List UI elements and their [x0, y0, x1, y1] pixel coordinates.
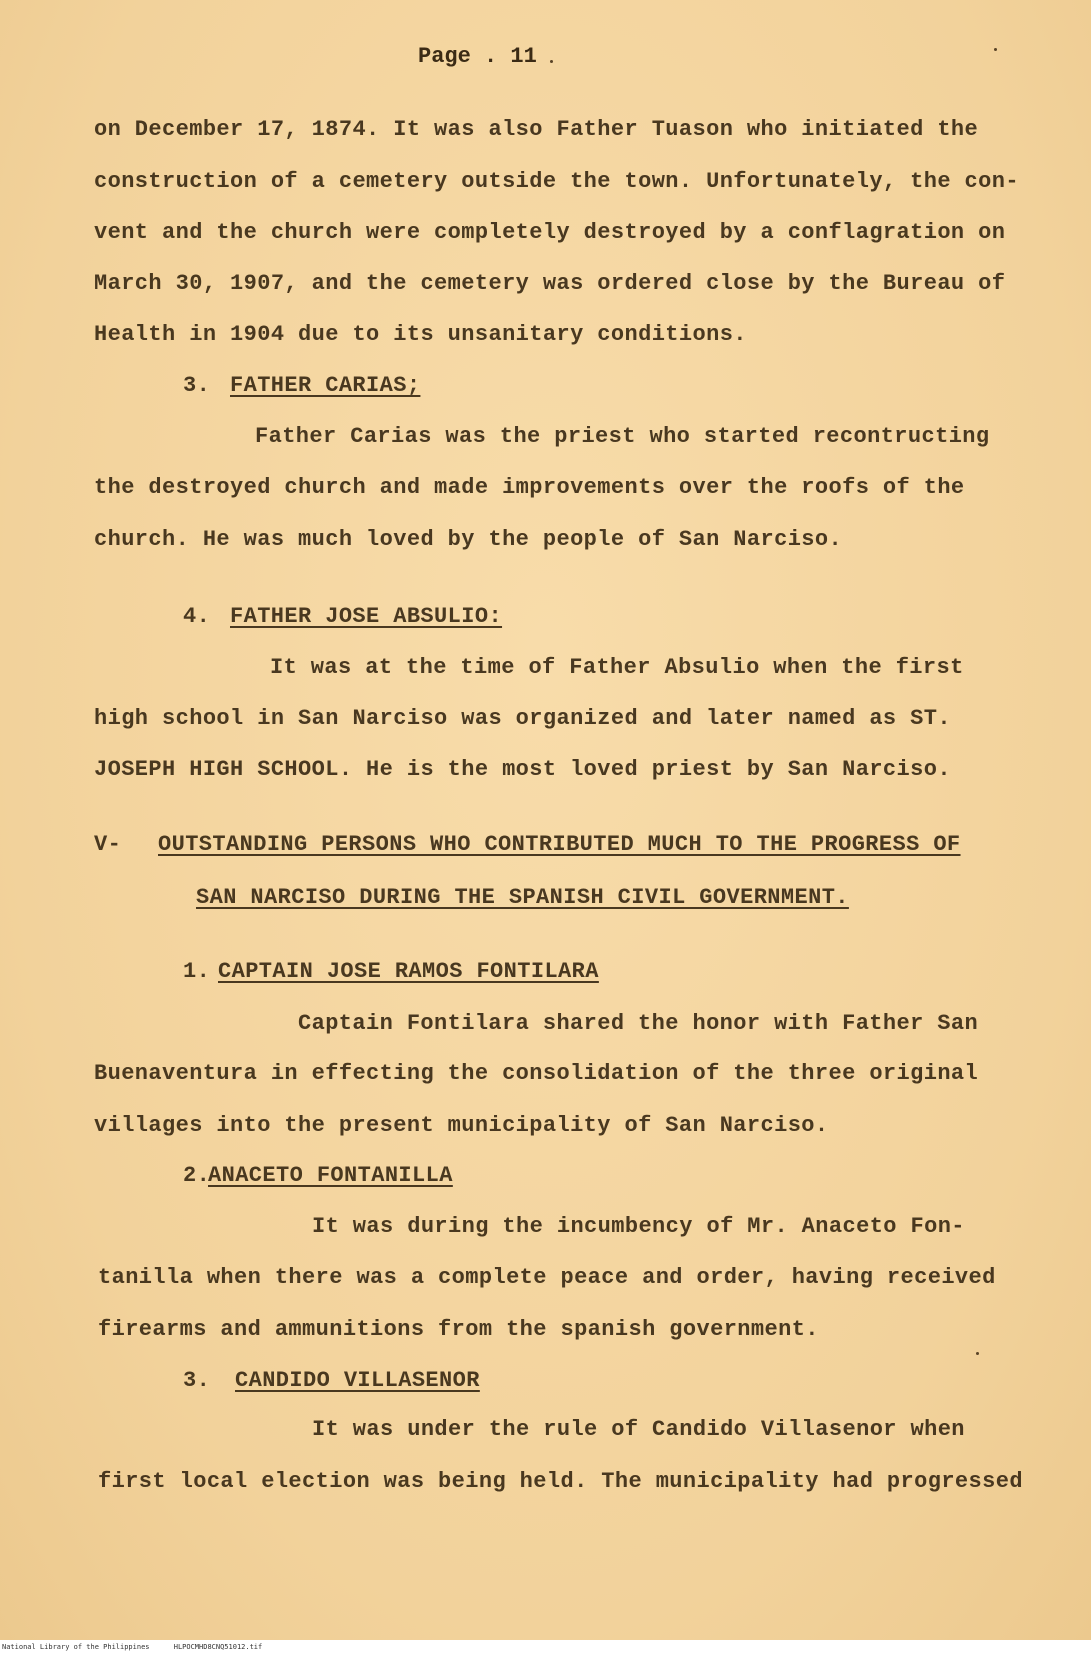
section-heading-absulio: FATHER JOSE ABSULIO:	[230, 604, 503, 629]
section-heading-fontanilla: ANACETO FONTANILLA	[208, 1163, 453, 1188]
text-line: Health in 1904 due to its unsanitary conditions.	[94, 322, 747, 347]
text-line: construction of a cemetery outside the town. Unfortunately, the con-	[94, 169, 1019, 194]
paper-speck	[994, 48, 997, 51]
text-line: firearms and ammunitions from the spanish government.	[98, 1317, 819, 1342]
text-line: on December 17, 1874. It was also Father Tuason who initiated the	[94, 117, 979, 142]
part-heading-line-2: SAN NARCISO DURING THE SPANISH CIVIL GOVERNMENT.	[196, 885, 849, 910]
text-line: high school in San Narciso was organized and later named as ST.	[94, 706, 951, 731]
scan-footer-strip	[0, 1640, 1091, 1658]
footer-file-id: HLPOCMHD8CNQ51012.tif	[173, 1643, 263, 1651]
text-line: villages into the present municipality of San Narciso.	[94, 1113, 829, 1138]
text-line: Captain Fontilara shared the honor with Father San	[298, 1011, 979, 1036]
section-heading-fontilara: CAPTAIN JOSE RAMOS FONTILARA	[218, 959, 599, 984]
text-line: the destroyed church and made improvements over the roofs of the	[94, 475, 965, 500]
footer-source: National Library of the Philippines	[2, 1643, 150, 1651]
section-number: 1.	[183, 959, 211, 984]
text-line: JOSEPH HIGH SCHOOL. He is the most loved priest by San Narciso.	[94, 757, 951, 782]
part-heading-line-1: OUTSTANDING PERSONS WHO CONTRIBUTED MUCH TO THE PROGRESS OF	[158, 832, 961, 857]
section-number: 4.	[183, 604, 211, 629]
text-line: March 30, 1907, and the cemetery was ordered close by the Bureau of	[94, 271, 1006, 296]
section-heading-carias: FATHER CARIAS;	[230, 373, 421, 398]
text-line: Father Carias was the priest who started recontructing	[255, 424, 990, 449]
text-line: tanilla when there was a complete peace and order, having received	[98, 1265, 996, 1290]
paper-speck	[550, 60, 553, 63]
scan-footer	[2, 1643, 282, 1651]
text-line: first local election was being held. The municipality had progressed	[98, 1469, 1023, 1494]
text-line: It was during the incumbency of Mr. Anaceto Fon-	[312, 1214, 965, 1239]
section-heading-villasenor: CANDIDO VILLASENOR	[235, 1368, 480, 1393]
text-line: It was at the time of Father Absulio when the first	[270, 655, 964, 680]
section-number: 3.	[183, 373, 211, 398]
section-number: 3.	[183, 1368, 211, 1393]
paper-speck	[976, 1352, 979, 1355]
page-number: Page . 11	[418, 44, 537, 69]
text-line: church. He was much loved by the people of San Narciso.	[94, 527, 843, 552]
part-numeral: V-	[94, 832, 122, 857]
text-line: vent and the church were completely destroyed by a conflagration on	[94, 220, 1006, 245]
text-line: It was under the rule of Candido Villasenor when	[312, 1417, 965, 1442]
section-number: 2.	[183, 1163, 211, 1188]
text-line: Buenaventura in effecting the consolidation of the three original	[94, 1061, 979, 1086]
